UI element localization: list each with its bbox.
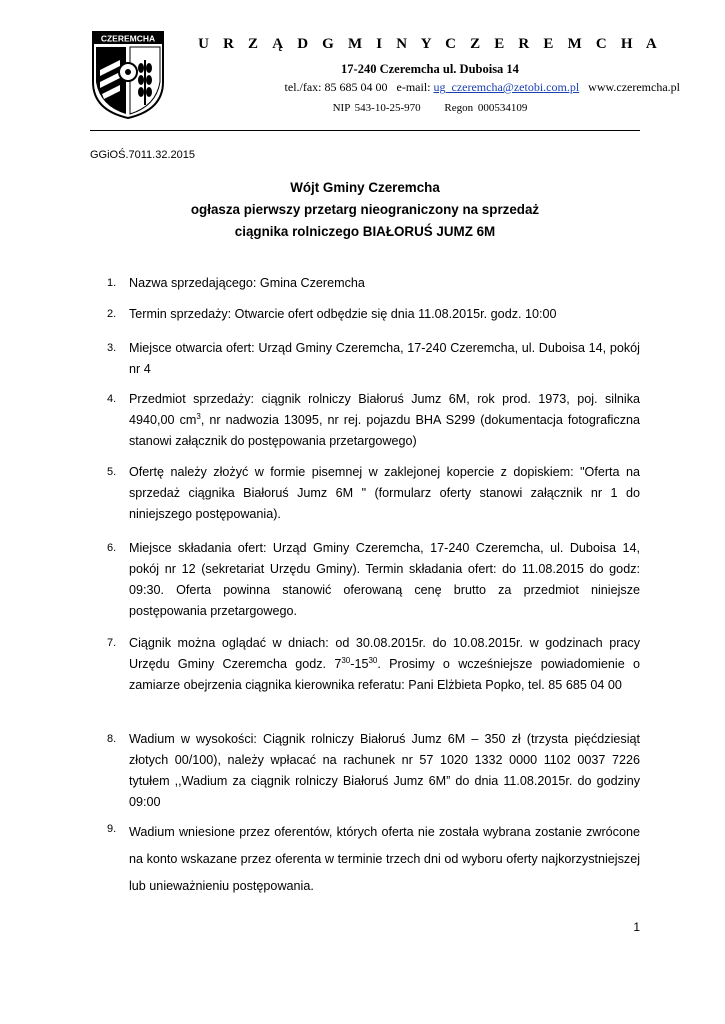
item-text: Ofertę należy złożyć w formie pisemnej w zaklejonej kopercie z dopiskiem: "Oferta na sprzedaż ciągnika Białoruś Jumz 6M " (formularz oferty stanowi załącznik nr 1 do niniejszego postępowania). — [129, 465, 640, 521]
item-number: 4. — [107, 393, 117, 405]
website: www.czeremcha.pl — [588, 80, 680, 94]
item-number: 1. — [107, 277, 117, 289]
list-item — [90, 462, 640, 525]
email-link[interactable]: ug_czeremcha@zetobi.com.pl — [433, 80, 580, 94]
regon-number: Regon 000534109 — [444, 102, 528, 114]
office-contact — [150, 80, 680, 95]
title-line-2: ogłasza pierwszy przetarg nieograniczony na sprzedaż — [190, 202, 540, 217]
item-number: 6. — [107, 542, 117, 554]
announcement-title — [90, 177, 640, 243]
office-ids — [180, 102, 680, 114]
list-item — [90, 273, 640, 294]
header-divider — [90, 130, 640, 131]
item-text: Nazwa sprzedającego: Gmina Czeremcha — [129, 276, 365, 290]
item-text: Miejsce otwarcia ofert: Urząd Gminy Czeremcha, 17-240 Czeremcha, ul. Duboisa 14, pokój nr 4 — [129, 341, 640, 376]
item-text: Wadium wniesione przez oferentów, których oferta nie została wybrana zostanie zwrócone na konto wskazane przez oferenta w terminie trzech dni od wyboru oferty najkorzystniejszej lub unieważnieniu postępowania. — [129, 825, 640, 893]
phone-fax: tel./fax: 85 685 04 00 — [284, 80, 388, 94]
item-number: 3. — [107, 342, 117, 354]
list-item — [90, 819, 640, 900]
crest-label: CZEREMCHA — [100, 33, 156, 44]
crest-icon — [90, 30, 166, 120]
item-number: 7. — [107, 637, 117, 649]
item-text: Ciągnik można oglądać w dniach: od 30.08.2015r. do 10.08.2015r. w godzinach pracy Urzędu Gminy Czeremcha godz. $7^{30}-15^{30}$. Prosimy o wcześniejsze powiadomienie o zamiarze obejrzenia ciągnika kierownika referatu: Pani Elżbieta Popko, tel. 85 685 04 00 — [129, 636, 640, 692]
item-text: Przedmiot sprzedaży: ciągnik rolniczy Białoruś Jumz 6M, rok prod. 1973, poj. silnika 4940,00 $cm^3$, nr nadwozia 13095, nr rej. pojazdu BHA S299 (dokumentacja fotograficzna stanowi załącznik do postępowania przetargowego) — [129, 392, 640, 448]
list-item — [90, 389, 640, 452]
page-number: 1 — [633, 920, 640, 934]
item-number: 5. — [107, 466, 117, 478]
reference-number: GGiOŚ.7011.32.2015 — [90, 149, 195, 161]
email-label: e-mail: — [396, 80, 431, 94]
item-number: 2. — [107, 308, 117, 320]
item-text: Wadium w wysokości: Ciągnik rolniczy Białoruś Jumz 6M – 350 zł (trzysta pięćdziesiąt złotych 00/100), należy wpłacać na rachunek nr 57 1020 1332 0000 1102 0037 7226 tytułem ,,Wadium za ciągnik rolniczy Białoruś Jumz 6M” do dnia 11.08.2015r. do godziny 09:00 — [129, 732, 640, 809]
list-item — [90, 338, 640, 380]
list-item — [90, 538, 640, 622]
list-item — [90, 304, 640, 325]
coat-of-arms-logo — [90, 30, 166, 120]
item-number: 8. — [107, 733, 117, 745]
office-title: U R Z Ą D G M I N Y C Z E R E M C H A — [198, 36, 662, 52]
title-line-3: ciągnika rolniczego BIAŁORUŚ JUMZ 6M — [234, 224, 496, 239]
item-text: Termin sprzedaży: Otwarcie ofert odbędzie się dnia 11.08.2015r. godz. 10:00 — [129, 307, 557, 321]
office-address: 17-240 Czeremcha ul. Duboisa 14 — [341, 62, 519, 76]
item-text: Miejsce składania ofert: Urząd Gminy Czeremcha, 17-240 Czeremcha, ul. Duboisa 14, pokój nr 12 (sekretariat Urzędu Gminy). Termin składania ofert: do 11.08.2015 do godz: 09:30. Oferta powinna stanowić oferowaną cenę brutto za przedmiot niniejsze postępowania przetargowego. — [129, 541, 640, 618]
list-item — [90, 633, 640, 696]
nip-number: NIP 543-10-25-970 — [332, 102, 421, 114]
list-item — [90, 729, 640, 813]
item-number: 9. — [107, 823, 117, 835]
title-line-1: Wójt Gminy Czeremcha — [290, 180, 440, 195]
